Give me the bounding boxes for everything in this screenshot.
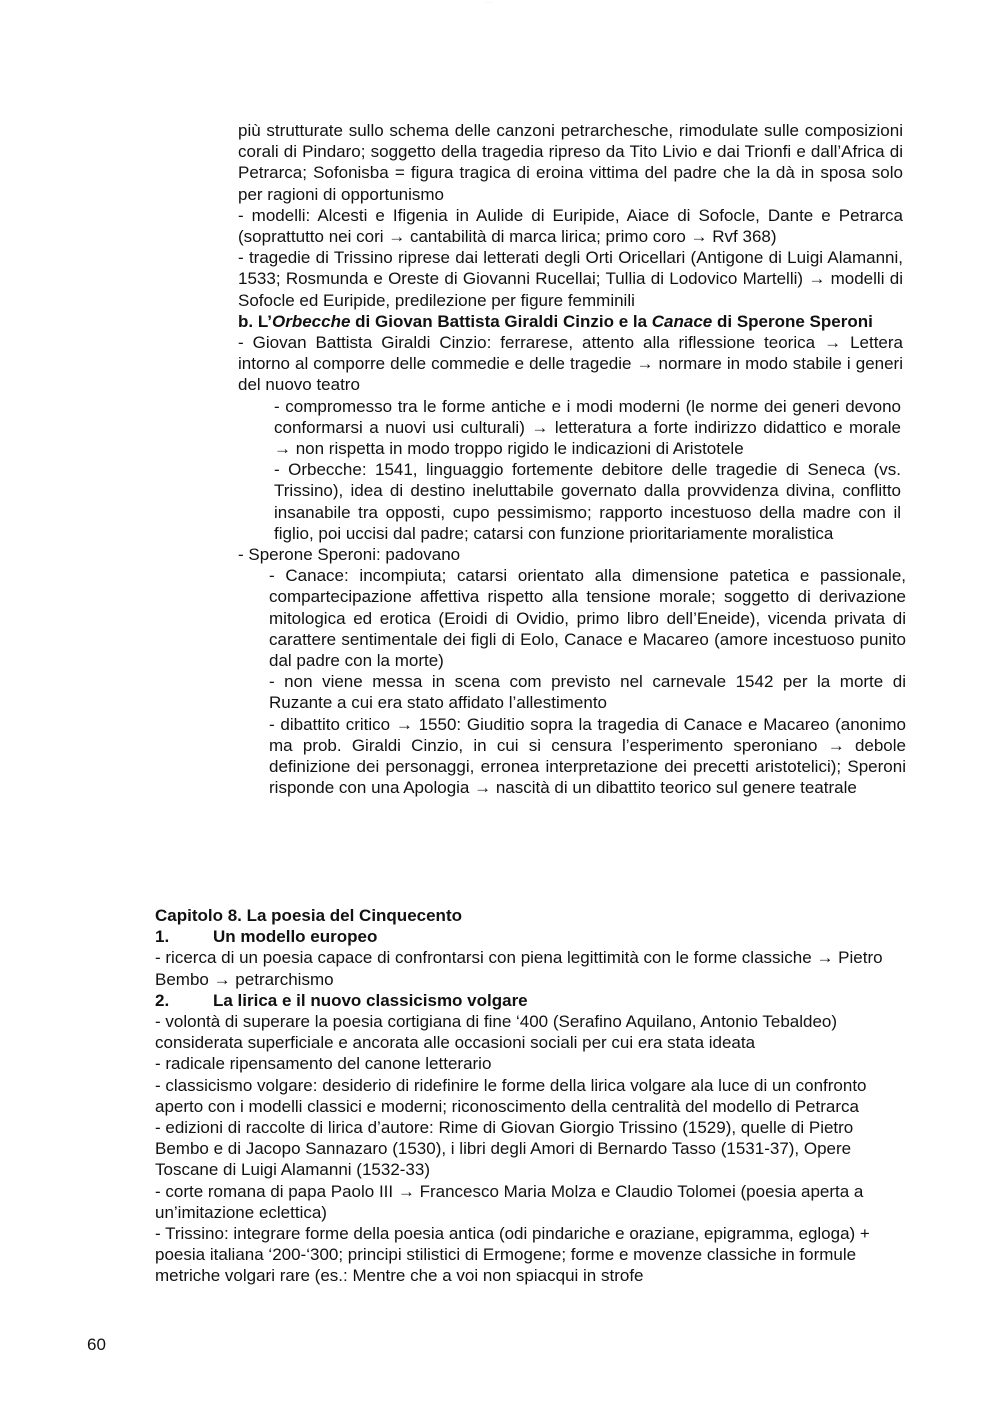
- section-2-item: - classicismo volgare: desiderio di ridefinire le forme della lirica volgare ala luce di un confronto aperto con i modelli classici e moderni; riconoscimento della centralità del modello di Petrarca: [155, 1075, 867, 1116]
- speroni-sublist: [269, 565, 906, 798]
- section-2-item: - Trissino: integrare forme della poesia antica (odi pindariche e oraziane, epigramma, egloga) + poesia italiana ‘200-‘300; principi stilistici di Ermogene; forme e movenze classiche in formule metriche volgari rare (es.: Mentre che a voi non spiacqui in strofe: [155, 1224, 870, 1286]
- section-2-item: - volontà di superare la poesia cortigiana di fine ‘400 (Serafino Aquilano, Antonio Tebaldeo) considerata superficiale e ancorata alle occasioni sociali per cui era stata ideata: [155, 1012, 838, 1053]
- page-number: 60: [87, 1335, 106, 1354]
- section-1-text: - ricerca di un poesia capace di confrontarsi con piena legittimità con le forme classiche → Pietro Bembo → petrarchismo: [155, 948, 883, 989]
- section-1-title: Un modello europeo: [213, 927, 378, 947]
- section-2-item: - radicale ripensamento del canone letterario: [155, 1054, 492, 1074]
- trissino-tragedies-paragraph: - tragedie di Trissino riprese dai letterati degli Orti Oricellari (Antigone di Luigi Alamanni, 1533; Rosmunda e Oreste di Giovanni Rucellai; Tullia di Lodovico Martelli) → modelli di Sofocle ed Euripide, predilezione per figure femminili: [238, 248, 903, 310]
- top-section: [238, 120, 906, 799]
- giraldi-sub-item: - Orbecche: 1541, linguaggio fortemente debitore delle tragedie di Seneca (vs. Trissino), idea di destino ineluttabile governato dalla provvidenza divina, conflitto insanabile tra opposti, cupo pessimismo; rapporto incestuoso della madre con il figlio, poi uccisi dal padre; catarsi con funzione prioritariamente moralistica: [274, 460, 901, 543]
- speroni-sub-item: - dibattito critico → 1550: Giuditio sopra la tragedia di Canace e Macareo (anonimo ma prob. Giraldi Cinzio, in cui si censura l’esperimento speroniano → debole definizione dei personaggi, erronea interpretazione dei precetti aristotelici); Speroni risponde con una Apologia → nascità di un dibattito teorico sul genere teatrale: [269, 714, 906, 798]
- section-heading-b: [238, 311, 903, 332]
- heading-b-prefix: b. L’: [238, 311, 272, 331]
- section-1-number: 1.: [155, 927, 170, 947]
- section-2-heading: [155, 990, 900, 1011]
- section-2-number: 2.: [155, 990, 170, 1010]
- models-paragraph: - modelli: Alcesti e Ifigenia in Aulide di Euripide, Aiace di Sofocle, Dante e Petrarca (soprattutto nei cori → cantabilità di marca lirica; primo coro → Rvf 368): [238, 205, 903, 247]
- giraldi-sublist: [274, 396, 901, 544]
- chapter-title: Capitolo 8. La poesia del Cinquecento: [155, 906, 462, 925]
- section-1-heading: [155, 926, 900, 947]
- speroni-sub-item: - non viene messa in scena com previsto nel carnevale 1542 per la morte di Ruzante a cui era stato affidato l’allestimento: [269, 672, 906, 713]
- speroni-sub-item: - Canace: incompiuta; catarsi orientato alla dimensione patetica e passionale, compartecipazione affettiva rispetto alla tensione morale; soggetto di derivazione mitologica ed erotica (Eroidi di Ovidio, primo libro dell’Eneide), vicenda privata di carattere sentimentale dei figli di Eolo, Canace e Macareo (amore incestuoso punito dal padre con la morte): [269, 566, 906, 671]
- giraldi-paragraph: - Giovan Battista Giraldi Cinzio: ferrarese, attento alla riflessione teorica → Lettera intorno al comporre delle commedie e delle tragedie → normare in modo stabile i generi del nuovo teatro: [238, 333, 903, 395]
- section-2-item: - corte romana di papa Paolo III → Francesco Maria Molza e Claudio Tolomei (poesia aperta a un’imitazione eclettica): [155, 1181, 864, 1222]
- intro-paragraph: più strutturate sullo schema delle canzoni petrarchesche, rimodulate sulle composizioni corali di Pindaro; soggetto della tragedia ripreso da Tito Livio e dai Trionfi e dall’Africa di Petrarca; Sofonisba = figura tragica di eroina vittima del padre che la dà in sposa solo per ragioni di opportunismo: [238, 121, 903, 204]
- heading-b-suffix: di Sperone Speroni: [712, 311, 873, 331]
- heading-b-orbecche: Orbecche: [272, 311, 351, 331]
- giraldi-sub-item: - compromesso tra le forme antiche e i modi moderni (le norme dei generi devono conformarsi a nuovi usi culturali) → letteratura a forte indirizzo didattico e morale → non rispetta in modo troppo rigido le indicazioni di Aristotele: [274, 396, 901, 459]
- section-2-title: La lirica e il nuovo classicismo volgare: [213, 990, 528, 1010]
- heading-b-canace: Canace: [651, 311, 713, 331]
- section-2-item: - edizioni di raccolte di lirica d’autore: Rime di Giovan Giorgio Trissino (1529), quelle di Pietro Bembo e di Jacopo Sannazaro (1530), i libri degli Amori di Bernardo Tasso (1531-37), Opere Toscane di Luigi Alamanni (1532-33): [155, 1118, 854, 1180]
- chapter-8: [155, 905, 900, 1287]
- page-header-mark: · · ·: [486, 0, 493, 5]
- heading-b-mid: di Giovan Battista Giraldi Cinzio e la: [350, 311, 652, 331]
- speroni-paragraph: - Sperone Speroni: padovano: [238, 545, 461, 565]
